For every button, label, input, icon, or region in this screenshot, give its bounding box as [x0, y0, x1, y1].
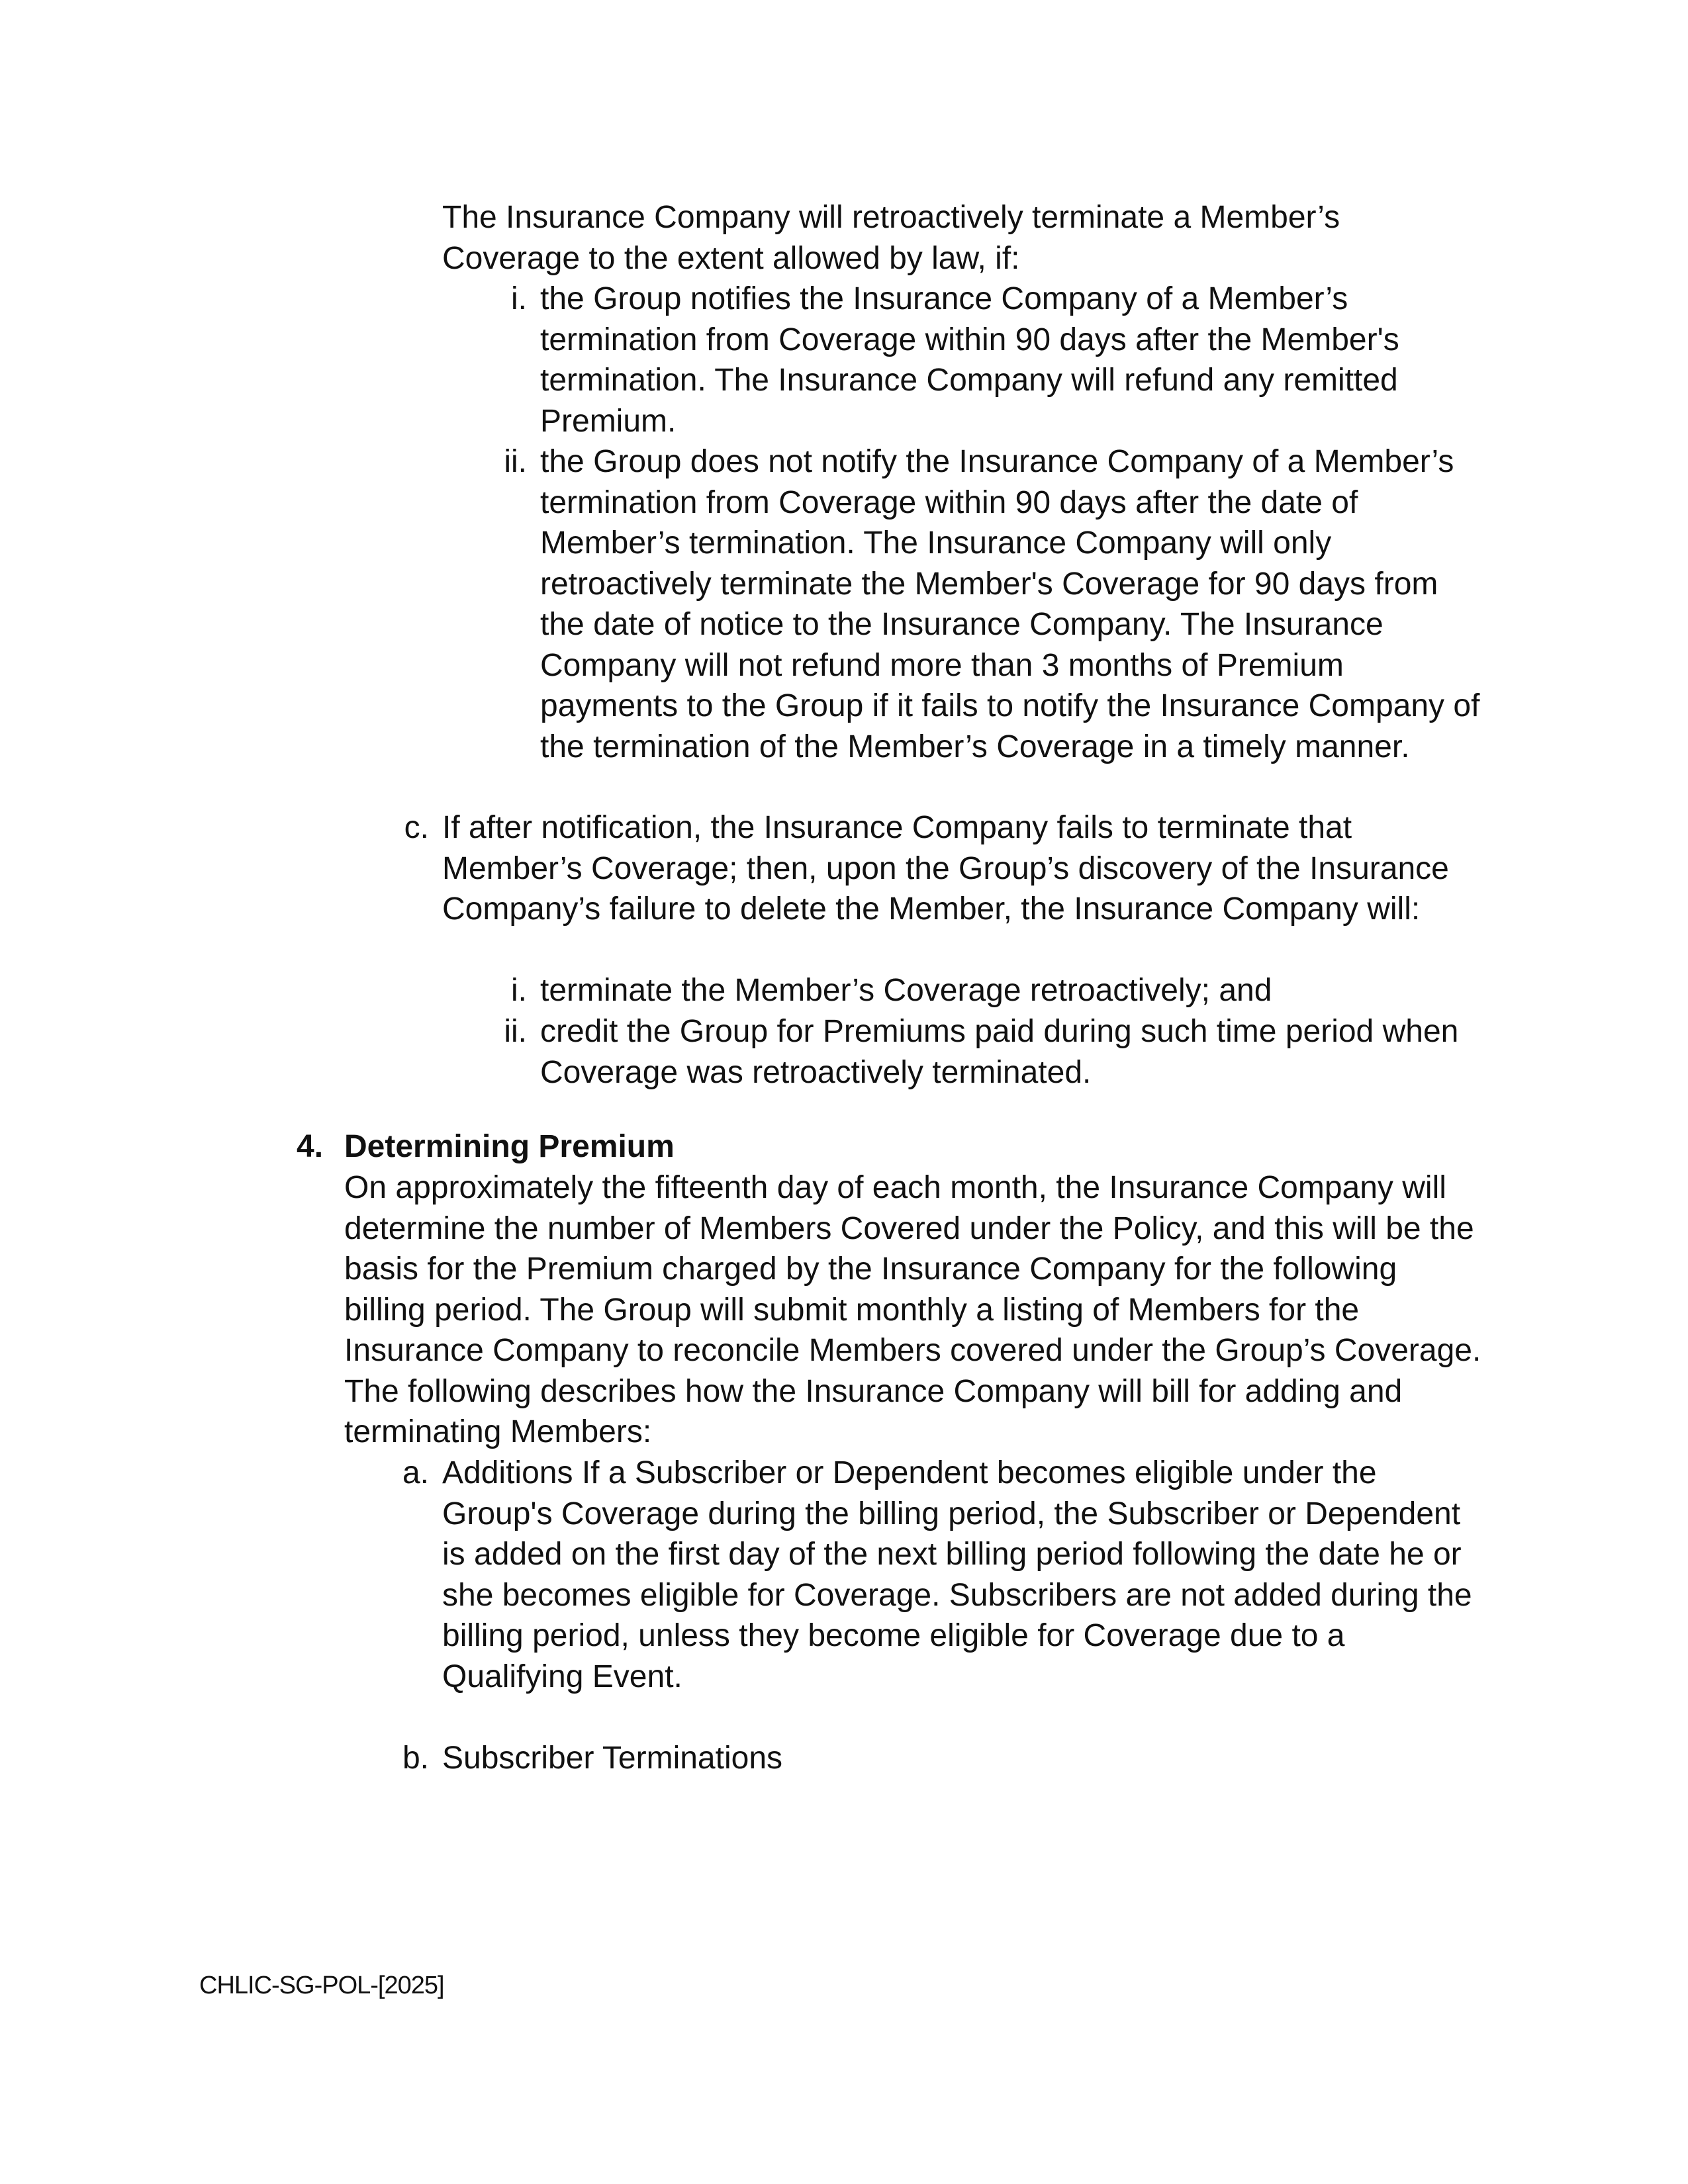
- section-number: 4.: [297, 1129, 324, 1164]
- list-item-text: credit the Group for Premiums paid during such time period when Coverage was retroactively terminated.: [540, 1014, 1459, 1090]
- list-marker: i.: [511, 281, 527, 316]
- item-c: [404, 807, 1475, 930]
- list-marker: a.: [402, 1455, 429, 1490]
- retro-item-i: [511, 279, 1480, 441]
- item-label: Subscriber Terminations: [442, 1741, 783, 1776]
- list-item-text: If after notification, the Insurance Company fails to terminate that Member’s Coverage; then, upon the Group’s discovery of the Insurance Company’s failure to delete the Member, the Insurance Company will:: [442, 810, 1449, 927]
- section-title: Determining Premium: [344, 1129, 675, 1164]
- list-item-text: the Group does not notify the Insurance Company of a Member’s termination from Coverage within 90 days after the date of Member’s termination. The Insurance Company will only retroactively terminate the Member's Coverage for 90 days from the date of notice to the Insurance Company. The Insurance Company will not refund more than 3 months of Premium payments to the Group if it fails to notify the Insurance Company of the termination of the Member’s Coverage in a timely manner.: [540, 444, 1480, 764]
- list-marker: i.: [511, 973, 527, 1008]
- item-a: [402, 1453, 1475, 1697]
- intro-paragraph: The Insurance Company will retroactively terminate a Member’s Coverage to the extent allowed by law, if:: [442, 200, 1340, 276]
- item-text: If a Subscriber or Dependent becomes eligible under the Group's Coverage during the billing period, the Subscriber or Dependent is added on the first day of the next billing period following the date he or she becomes eligible for Coverage. Subscribers are not added during the billing period, unless they become eligible for Coverage due to a Qualifying Event.: [442, 1455, 1472, 1694]
- list-marker: ii.: [504, 1014, 527, 1049]
- list-item-text: the Group notifies the Insurance Company of a Member’s termination from Coverage within 90 days after the Member's termination. The Insurance Company will refund any remitted Premium.: [540, 281, 1399, 439]
- item-b: [402, 1738, 1475, 1779]
- footer-doc-id: CHLIC-SG-POL-[2025]: [199, 1972, 444, 1999]
- list-marker: c.: [404, 810, 429, 845]
- item-label: Additions: [442, 1455, 573, 1490]
- list-item-text: terminate the Member’s Coverage retroactively; and: [540, 973, 1272, 1008]
- c-item-i: [511, 970, 1480, 1011]
- list-marker: b.: [402, 1741, 429, 1776]
- list-marker: ii.: [504, 444, 527, 479]
- c-item-ii: [504, 1011, 1480, 1093]
- section-body: On approximately the fifteenth day of each month, the Insurance Company will determine the number of Members Covered under the Policy, and this will be the basis for the Premium charged by the Insurance Company for the following billing period. The Group will submit monthly a listing of Members for the Insurance Company to reconcile Members covered under the Group’s Coverage. The following describes how the Insurance Company will bill for adding and terminating Members:: [344, 1170, 1481, 1449]
- retro-item-ii: [504, 441, 1480, 767]
